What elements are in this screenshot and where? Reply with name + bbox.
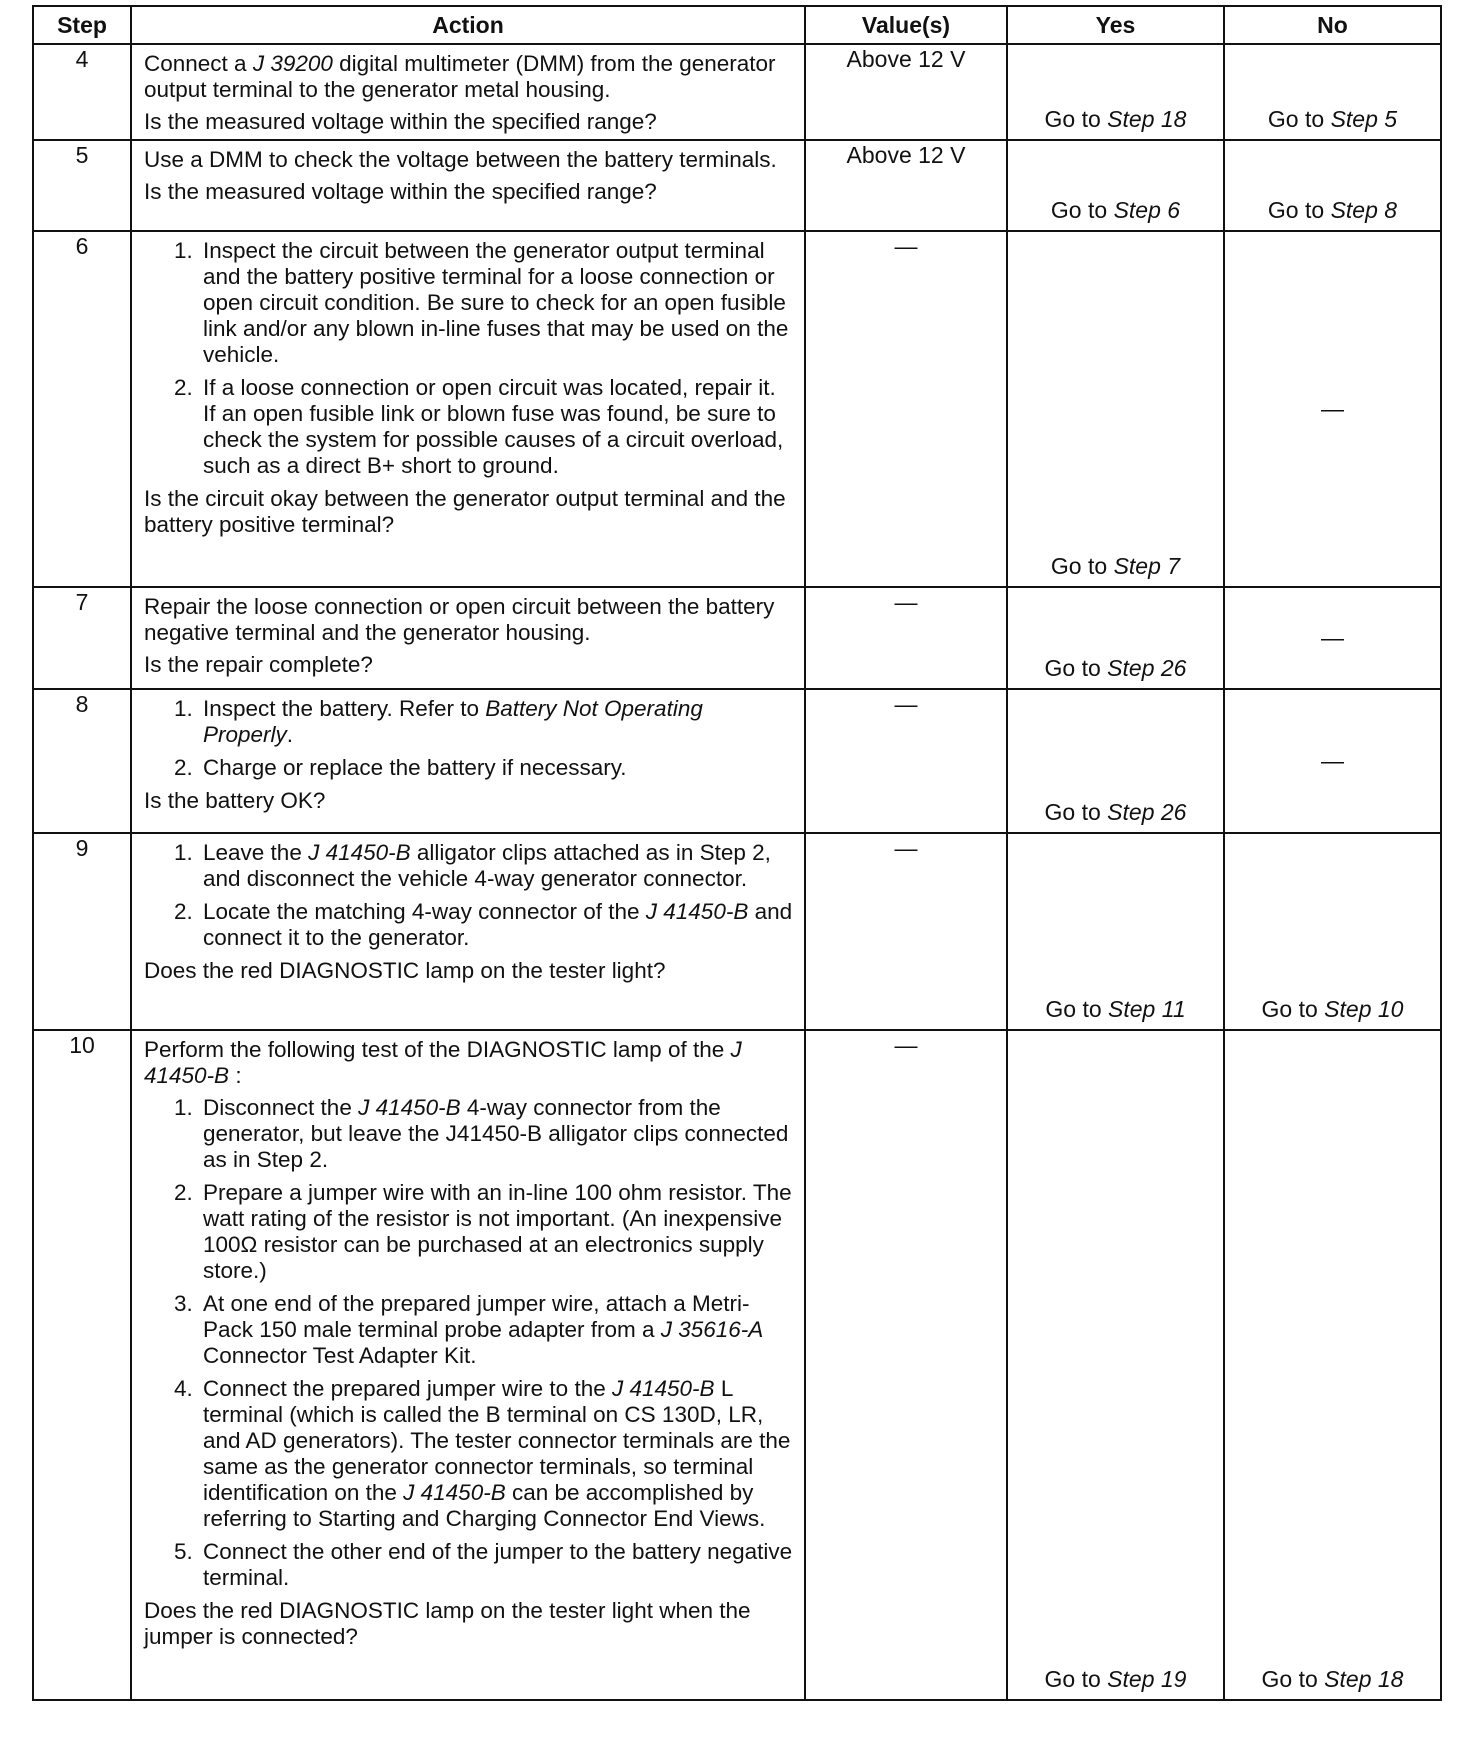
- goto-link[interactable]: Go to Step 7: [1050, 553, 1181, 579]
- no-dash: —: [1321, 747, 1344, 774]
- value-cell: —: [805, 833, 1007, 1030]
- action-cell: [131, 44, 805, 140]
- action-question: Is the circuit okay between the generator output terminal and the battery positive terminal?: [144, 486, 786, 537]
- list-item: 5. Connect the other end of the jumper to the battery negative terminal.: [199, 1539, 794, 1591]
- table-row: [33, 833, 1441, 1030]
- yes-cell: [1007, 833, 1224, 1030]
- no-cell: [1224, 833, 1441, 1030]
- diagnostic-table: [32, 5, 1442, 1701]
- step-number: 6: [33, 231, 131, 587]
- step-number: 10: [33, 1030, 131, 1700]
- yes-cell: [1007, 587, 1224, 689]
- list-item: 3. At one end of the prepared jumper wire, attach a Metri-Pack 150 male terminal probe adapter from a J 35616-A Connector Test Adapter Kit.: [199, 1291, 794, 1369]
- value-cell: —: [805, 1030, 1007, 1700]
- table-row: [33, 587, 1441, 689]
- list-item: 2. If a loose connection or open circuit was located, repair it. If an open fusible link or blown fuse was found, be sure to check the system for possible causes of a circuit overload, such as a direct B+ short to ground.: [199, 375, 794, 479]
- step-number: 5: [33, 140, 131, 231]
- header-action: Action: [131, 6, 805, 44]
- list-item: 1. Leave the J 41450-B alligator clips attached as in Step 2, and disconnect the vehicle 4-way generator connector.: [199, 840, 794, 892]
- action-cell: [131, 689, 805, 833]
- value-cell: —: [805, 231, 1007, 587]
- step-number: 9: [33, 833, 131, 1030]
- table-row: [33, 44, 1441, 140]
- action-steps-list: [144, 1095, 794, 1591]
- no-cell: [1224, 44, 1441, 140]
- action-steps-list: [144, 840, 794, 951]
- list-item: 4. Connect the prepared jumper wire to the J 41450-B L terminal (which is called the B terminal on CS 130D, LR, and AD generators). The tester connector terminals are the same as the generator connector terminals, so terminal identification on the J 41450-B can be accomplished by referring to Starting and Charging Connector End Views.: [199, 1376, 794, 1532]
- goto-link[interactable]: Go to Step 19: [1044, 1666, 1187, 1692]
- action-cell: [131, 1030, 805, 1700]
- action-cell: [131, 231, 805, 587]
- value-cell: Above 12 V: [805, 140, 1007, 231]
- yes-cell: [1007, 140, 1224, 231]
- value-cell: —: [805, 689, 1007, 833]
- no-dash: —: [1321, 624, 1344, 651]
- step-number: 7: [33, 587, 131, 689]
- table-row: [33, 689, 1441, 833]
- table-row: [33, 231, 1441, 587]
- yes-cell: [1007, 689, 1224, 833]
- goto-link[interactable]: Go to Step 6: [1050, 197, 1181, 223]
- action-text: Use a DMM to check the voltage between the battery terminals.: [144, 147, 777, 172]
- step-number: 8: [33, 689, 131, 833]
- header-yes: Yes: [1007, 6, 1224, 44]
- list-item: 2. Prepare a jumper wire with an in-line 100 ohm resistor. The watt rating of the resistor is not important. (An inexpensive 100Ω resistor can be purchased at an electronics supply store.): [199, 1180, 794, 1284]
- goto-link[interactable]: Go to Step 18: [1261, 1666, 1404, 1692]
- action-question: Is the repair complete?: [144, 652, 373, 677]
- value-cell: Above 12 V: [805, 44, 1007, 140]
- action-text: Connect a J 39200 digital multimeter (DMM) from the generator output terminal to the generator metal housing.: [144, 51, 776, 102]
- list-item: 1. Inspect the battery. Refer to Battery Not Operating Properly.: [199, 696, 794, 748]
- list-item: 1. Disconnect the J 41450-B 4-way connector from the generator, but leave the J41450-B alligator clips connected as in Step 2.: [199, 1095, 794, 1173]
- action-steps-list: [144, 238, 794, 479]
- goto-link[interactable]: Go to Step 18: [1044, 106, 1187, 132]
- action-question: Does the red DIAGNOSTIC lamp on the tester light?: [144, 958, 666, 983]
- no-cell: [1224, 140, 1441, 231]
- no-cell: [1224, 587, 1441, 689]
- table-row: [33, 140, 1441, 231]
- header-row: [33, 6, 1441, 44]
- no-cell: [1224, 1030, 1441, 1700]
- action-cell: [131, 833, 805, 1030]
- action-text: Repair the loose connection or open circuit between the battery negative terminal and the generator housing.: [144, 594, 775, 645]
- yes-cell: [1007, 231, 1224, 587]
- list-item: 2. Locate the matching 4-way connector of the J 41450-B and connect it to the generator.: [199, 899, 794, 951]
- header-step: Step: [33, 6, 131, 44]
- no-cell: [1224, 689, 1441, 833]
- action-question: Is the measured voltage within the specified range?: [144, 109, 657, 134]
- yes-cell: [1007, 44, 1224, 140]
- value-cell: —: [805, 587, 1007, 689]
- goto-link[interactable]: Go to Step 8: [1267, 197, 1398, 223]
- action-question: Does the red DIAGNOSTIC lamp on the tester light when the jumper is connected?: [144, 1598, 751, 1649]
- header-values: Value(s): [805, 6, 1007, 44]
- goto-link[interactable]: Go to Step 10: [1261, 996, 1404, 1022]
- list-item: 1. Inspect the circuit between the generator output terminal and the battery positive terminal for a loose connection or open circuit condition. Be sure to check for an open fusible link and/or any blown in-line fuses that may be used on the vehicle.: [199, 238, 794, 368]
- action-cell: [131, 140, 805, 231]
- goto-link[interactable]: Go to Step 11: [1045, 996, 1186, 1022]
- action-question: Is the battery OK?: [144, 788, 326, 813]
- goto-link[interactable]: Go to Step 5: [1267, 106, 1398, 132]
- yes-cell: [1007, 1030, 1224, 1700]
- no-dash: —: [1321, 395, 1344, 422]
- action-steps-list: [144, 696, 794, 781]
- list-item: 2. Charge or replace the battery if necessary.: [199, 755, 794, 781]
- step-number: 4: [33, 44, 131, 140]
- no-cell: [1224, 231, 1441, 587]
- action-cell: [131, 587, 805, 689]
- goto-link[interactable]: Go to Step 26: [1044, 799, 1187, 825]
- action-text: Perform the following test of the DIAGNOSTIC lamp of the J 41450-B :: [144, 1037, 742, 1088]
- action-question: Is the measured voltage within the specified range?: [144, 179, 657, 204]
- goto-link[interactable]: Go to Step 26: [1044, 655, 1187, 681]
- table-row: [33, 1030, 1441, 1700]
- header-no: No: [1224, 6, 1441, 44]
